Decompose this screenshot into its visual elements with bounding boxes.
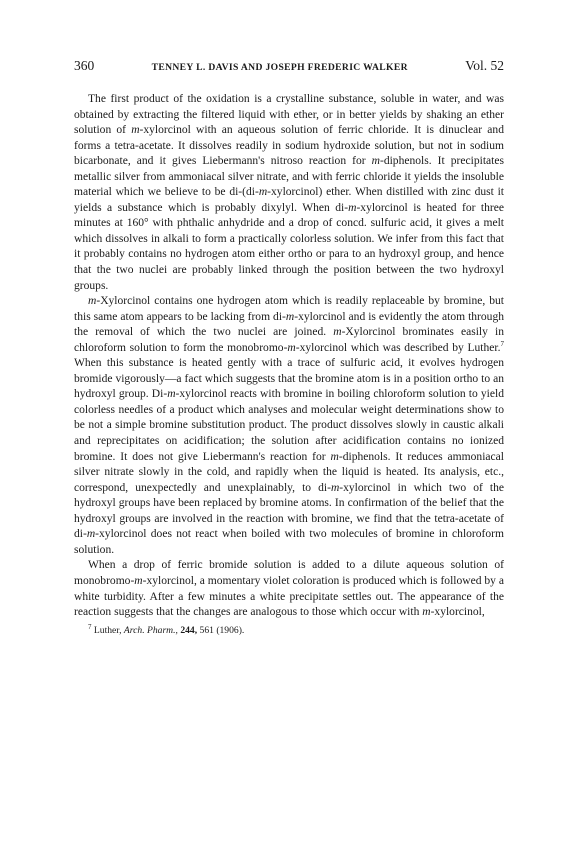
body-paragraph [74, 92, 504, 294]
paragraph-text: -xylorcinol with an aqueous solution of ferric chloride. It is dinuclear and forms a tetra-acetate. It dissolves readily in sodium hydroxide solution, but not in sodium bicarbonate, and it gives Liebermann's nitroso reaction for [74, 124, 504, 168]
italic-prefix: m [330, 450, 339, 463]
paragraph-text: -xylorcinol, a momentary violet coloration is produced which is followed by a white turbidity. After a few minutes a white precipitate settles out. The appearance of the reaction suggests that the changes are analogous to those which occur with [74, 574, 504, 619]
page-number: 360 [74, 58, 95, 73]
footnote [74, 624, 504, 637]
running-header [74, 58, 504, 78]
paragraph-text: -xylorcinol) ether. When distilled with zinc dust it yields a substance which is probably dixylyl. When di- [74, 186, 505, 214]
italic-prefix: m [348, 201, 357, 214]
paragraph-text: -xylorcinol is heated for three minutes at 160° with phthalic anhydride and a drop of concd. sulfuric acid, it gives a melt which dissolves in alkali to form a practically colorless solution. We infer from this fact that it probably contains no hydrogen atom either ortho or para to an hydroxyl group, and hence that the two nuclei are probably linked through the position between the two hydroxyl groups. [74, 201, 505, 292]
italic-prefix: m [131, 124, 140, 137]
italic-prefix: m [422, 606, 431, 619]
footnote-volume: 244, [180, 624, 198, 636]
volume-label: Vol. 52 [465, 58, 504, 73]
paragraph-text: The first product of the oxidation is a crystalline substance, soluble in water, and was obtained by extracting the filtered liquid with ether, or in better yields by shaking an ether solution of [74, 93, 504, 137]
italic-prefix: m [167, 388, 176, 401]
paragraph-text: -xylorcinol does not react when boiled with two molecules of bromine in chloroform solution. [74, 528, 504, 556]
paragraph-text: -xylorcinol which was described by Luther. [295, 341, 501, 354]
paragraph-text: -xylorcinol, [430, 606, 485, 619]
paragraph-text: -diphenols. It reduces ammoniacal silver nitrate slowly in the cold, and rapidly when the liquid is heated. Its analysis, etc., correspond, unexpectedly and unexplainably, to di- [74, 450, 504, 494]
italic-prefix: m [88, 295, 97, 308]
paragraph-text: -xylorcinol reacts with bromine in boiling chloroform solution to yield colorless needles of a product which analyses and molecular weight determinations show to be not a simple bromine substitution product. The product dissolves slowly in caustic alkali and reprecipitates on acidification; the solution after acidification contains no ionized bromine. It does not give Liebermann's reaction for [74, 388, 504, 463]
paragraph-text: -xylorcinol and is evidently the atom through the removal of which the two nuclei are joined. [74, 310, 504, 339]
footnote-journal: Arch. Pharm., [123, 624, 178, 636]
italic-prefix: m [134, 574, 143, 587]
paragraph-text: -diphenols. It precipitates metallic silver from ammoniacal silver nitrate, and with ferric chloride it yields the insoluble material which we believe to be di-(di- [74, 155, 504, 199]
italic-prefix: m [371, 155, 380, 168]
article-body [74, 92, 504, 621]
body-paragraph [74, 558, 504, 620]
italic-prefix: m [330, 481, 340, 494]
paragraph-text: When a drop of ferric bromide solution is added to a dilute aqueous solution of monobromo- [74, 559, 504, 587]
italic-prefix: m [333, 326, 342, 339]
footnote-author: Luther, [93, 624, 122, 636]
running-title: TENNEY L. DAVIS AND JOSEPH FREDERIC WALKER [151, 62, 408, 73]
paragraph-text: -Xylorcinol brominates easily in chloroform solution to form the monobromo- [74, 326, 504, 354]
paragraph-text: When this substance is heated gently with a trace of sulfuric acid, it evolves hydrogen bromide vigorously—a fact which suggests that the bromine atom is in a position ortho to an hydroxyl group. Di- [74, 357, 504, 401]
italic-prefix: m [86, 528, 96, 541]
footnote-marker: 7 [88, 622, 92, 631]
body-paragraph [74, 294, 504, 558]
italic-prefix: m [258, 186, 268, 199]
footnote-pages: 561 (1906). [199, 624, 245, 636]
italic-prefix: m [287, 341, 296, 354]
paragraph-text: -Xylorcinol contains one hydrogen atom which is readily replaceable by bromine, but this same atom appears to be lacking from di- [74, 295, 504, 323]
paragraph-text: -xylorcinol in which two of the hydroxyl groups have been replaced by bromine atoms. In confirmation of the belief that the hydroxyl groups are involved in the reaction with bromine, we find that the tetra-acetate of di- [74, 481, 504, 541]
italic-prefix: m [285, 310, 295, 323]
footnote-ref: 7 [500, 339, 504, 348]
journal-page [74, 58, 504, 637]
